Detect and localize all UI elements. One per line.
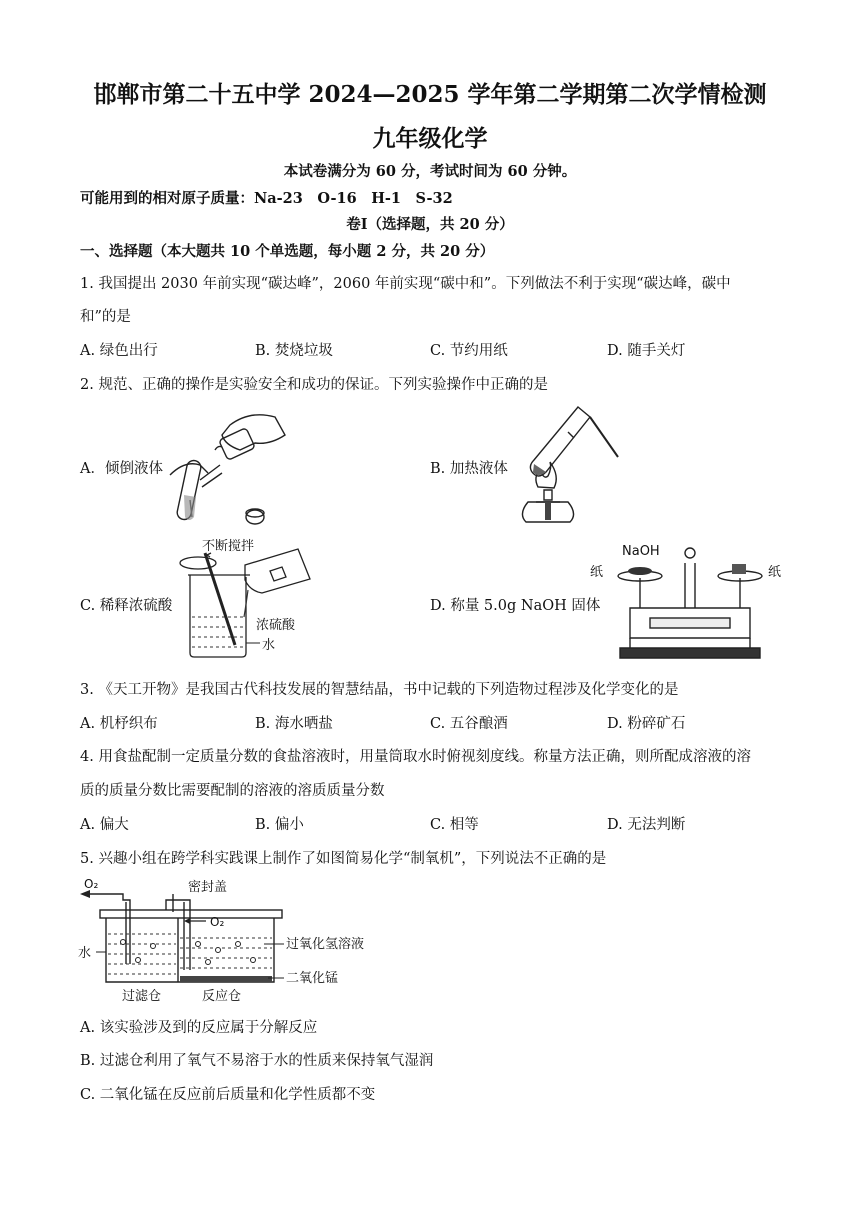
fig-c-stir-label: 不断搅拌 (202, 539, 255, 554)
q3-option-d: D. 粉碎矿石 (607, 716, 686, 732)
section-title: 一、选择题（本大题共 10 个单选题，每小题 2 分，共 20 分） (80, 243, 495, 260)
q2-option-c: C. 稀释浓硫酸 (80, 598, 173, 614)
fig-h2o2-label: 过氧化氢溶液 (286, 937, 365, 952)
q1-option-c: C. 节约用纸 (430, 343, 508, 359)
q3-stem: 3. 《天工开物》是我国古代科技发展的智慧结晶，书中记载的下列造物过程涉及化学变化的是 (80, 682, 679, 698)
volume-title: 卷Ⅰ（选择题，共 20 分） (346, 216, 514, 233)
exam-subtitle: 九年级化学 (372, 125, 488, 152)
exam-title: 邯郸市第二十五中学 2024—2025 学年第二学期第二次学情检测 (93, 81, 767, 108)
q2-option-b: B. 加热液体 (430, 461, 508, 477)
exam-info: 本试卷满分为 60 分，考试时间为 60 分钟。 (283, 163, 577, 180)
q1-option-b: B. 焚烧垃圾 (255, 343, 333, 359)
fig-o2-in-label: O₂ (210, 915, 225, 929)
figure-pouring-liquid (160, 405, 300, 530)
q4-stem-line1: 4. 用食盐配制一定质量分数的食盐溶液时，用量筒取水时俯视刻度线。称量方法正确，则所配成溶液的溶 (80, 749, 751, 765)
atomic-masses: 可能用到的相对原子质量：Na-23 O-16 H-1 S-32 (80, 190, 453, 207)
q5-stem: 5. 兴趣小组在跨学科实践课上制作了如图简易化学“制氧机”，下列说法不正确的是 (80, 851, 607, 867)
q4-stem-line2: 质的质量分数比需要配制的溶液的溶质质量分数 (80, 783, 385, 799)
fig-o2-out-label: O₂ (84, 877, 99, 891)
q5-option-c: C. 二氧化锰在反应前后质量和化学性质都不变 (80, 1087, 376, 1103)
fig-d-paper-right: 纸 (768, 565, 782, 580)
q5-option-b: B. 过滤仓利用了氧气不易溶于水的性质来保持氧气湿润 (80, 1053, 434, 1069)
fig-d-naoh-label: NaOH (622, 544, 660, 559)
q1-option-a: A. 绿色出行 (80, 343, 158, 359)
q1-stem-line1: 1. 我国提出 2030 年前实现“碳达峰”，2060 年前实现“碳中和”。下列做法不利于实现“碳达峰，碳中 (80, 276, 731, 292)
figure-diluting-acid (170, 535, 320, 665)
q4-option-a: A. 偏大 (80, 817, 129, 833)
figure-heating-liquid (508, 402, 628, 530)
fig-mno2-label: 二氧化锰 (286, 971, 339, 986)
q5-option-a: A. 该实验涉及到的反应属于分解反应 (80, 1020, 318, 1036)
q4-option-c: C. 相等 (430, 817, 479, 833)
fig-filter-label: 过滤仓 (122, 989, 162, 1004)
q3-option-a: A. 机杼织布 (80, 716, 158, 732)
q2-option-d: D. 称量 5.0g NaOH 固体 (430, 598, 601, 614)
q4-option-d: D. 无法判断 (607, 817, 686, 833)
fig-lid-label: 密封盖 (188, 880, 228, 895)
q1-option-d: D. 随手关灯 (607, 343, 686, 359)
q2-stem: 2. 规范、正确的操作是实验安全和成功的保证。下列实验操作中正确的是 (80, 377, 548, 393)
q2-option-a: A．倾倒液体 (80, 461, 163, 477)
q3-option-b: B. 海水晒盐 (255, 716, 333, 732)
fig-c-acid-label: 浓硫酸 (256, 618, 296, 633)
q1-stem-line2: 和”的是 (80, 309, 131, 325)
fig-water-label: 水 (78, 946, 92, 961)
q3-option-c: C. 五谷酿酒 (430, 716, 508, 732)
figure-balance (590, 538, 790, 663)
fig-reaction-label: 反应仓 (202, 989, 242, 1004)
fig-d-paper-left: 纸 (590, 565, 604, 580)
q4-option-b: B. 偏小 (255, 817, 304, 833)
fig-c-water-label: 水 (262, 638, 276, 653)
figure-oxygen-generator (78, 872, 378, 1007)
